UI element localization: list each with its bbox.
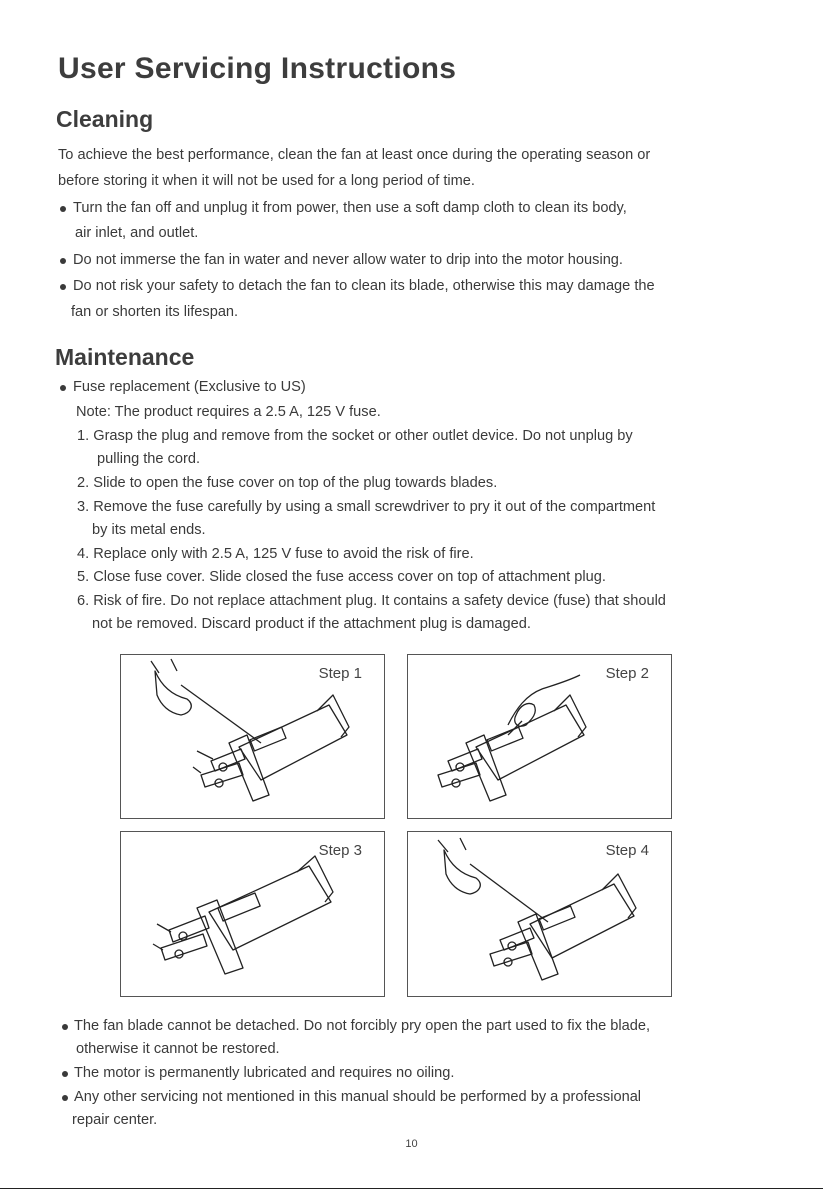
footer-bullet3-line2: repair center.: [72, 1112, 158, 1128]
figure-step3: [120, 831, 385, 997]
page-title: User Servicing Instructions: [58, 52, 457, 85]
figure-step2: [407, 654, 672, 819]
bullet-icon: [62, 1071, 68, 1077]
figure-step3-label: Step 3: [318, 842, 362, 859]
step2-text: 2. Slide to open the fuse cover on top of the plug towards blades.: [77, 475, 498, 491]
bullet-icon: [60, 385, 66, 391]
step3-text-line2: by its metal ends.: [92, 522, 206, 538]
bullet-icon: [60, 206, 66, 212]
figure-step1: [120, 654, 385, 819]
footer-bullet1-line2: otherwise it cannot be restored.: [76, 1041, 280, 1057]
cleaning-bullet3-line2: fan or shorten its lifespan.: [71, 304, 239, 320]
cleaning-heading: Cleaning: [56, 106, 154, 132]
cleaning-bullet1-line1: Turn the fan off and unplug it from power, then use a soft damp cloth to clean its body,: [73, 200, 627, 216]
cleaning-intro-line1: To achieve the best performance, clean the fan at least once during the operating season or: [58, 147, 651, 163]
step3-text-line1: 3. Remove the fuse carefully by using a small screwdriver to pry it out of the compartment: [77, 499, 656, 515]
step5-text: 5. Close fuse cover. Slide closed the fuse access cover on top of attachment plug.: [77, 569, 606, 585]
footer-bullet2: The motor is permanently lubricated and requires no oiling.: [74, 1065, 455, 1081]
maintenance-heading: Maintenance: [55, 344, 195, 370]
bullet-icon: [62, 1024, 68, 1030]
bullet-icon: [60, 258, 66, 264]
step4-text: 4. Replace only with 2.5 A, 125 V fuse to avoid the risk of fire.: [77, 546, 474, 562]
footer-bullet3-line1: Any other servicing not mentioned in this manual should be performed by a professional: [74, 1089, 642, 1105]
bullet-icon: [60, 284, 66, 290]
step1-text-line1: 1. Grasp the plug and remove from the socket or other outlet device. Do not unplug by: [77, 428, 633, 444]
figure-step4: [407, 831, 672, 997]
page-number: 10: [405, 1138, 418, 1150]
step6-text-line2: not be removed. Discard product if the attachment plug is damaged.: [92, 616, 531, 632]
cleaning-bullet1-line2: air inlet, and outlet.: [75, 225, 199, 241]
figure-step1-label: Step 1: [318, 665, 362, 682]
cleaning-bullet2: Do not immerse the fan in water and never allow water to drip into the motor housing.: [73, 252, 623, 268]
fuse-note: Note: The product requires a 2.5 A, 125 V fuse.: [76, 404, 381, 420]
figure-step2-label: Step 2: [605, 665, 649, 682]
bottom-divider: [0, 1188, 823, 1189]
fuse-replacement-label: Fuse replacement (Exclusive to US): [73, 379, 306, 395]
cleaning-bullet3-line1: Do not risk your safety to detach the fan to clean its blade, otherwise this may damage the: [73, 278, 655, 294]
step1-text-line2: pulling the cord.: [97, 451, 201, 467]
bullet-icon: [62, 1095, 68, 1101]
footer-bullet1-line1: The fan blade cannot be detached. Do not forcibly pry open the part used to fix the blade,: [74, 1018, 651, 1034]
figure-step4-label: Step 4: [605, 842, 649, 859]
step6-text-line1: 6. Risk of fire. Do not replace attachment plug. It contains a safety device (fuse) that should: [77, 593, 666, 609]
cleaning-intro-line2: before storing it when it will not be used for a long period of time.: [58, 173, 475, 189]
